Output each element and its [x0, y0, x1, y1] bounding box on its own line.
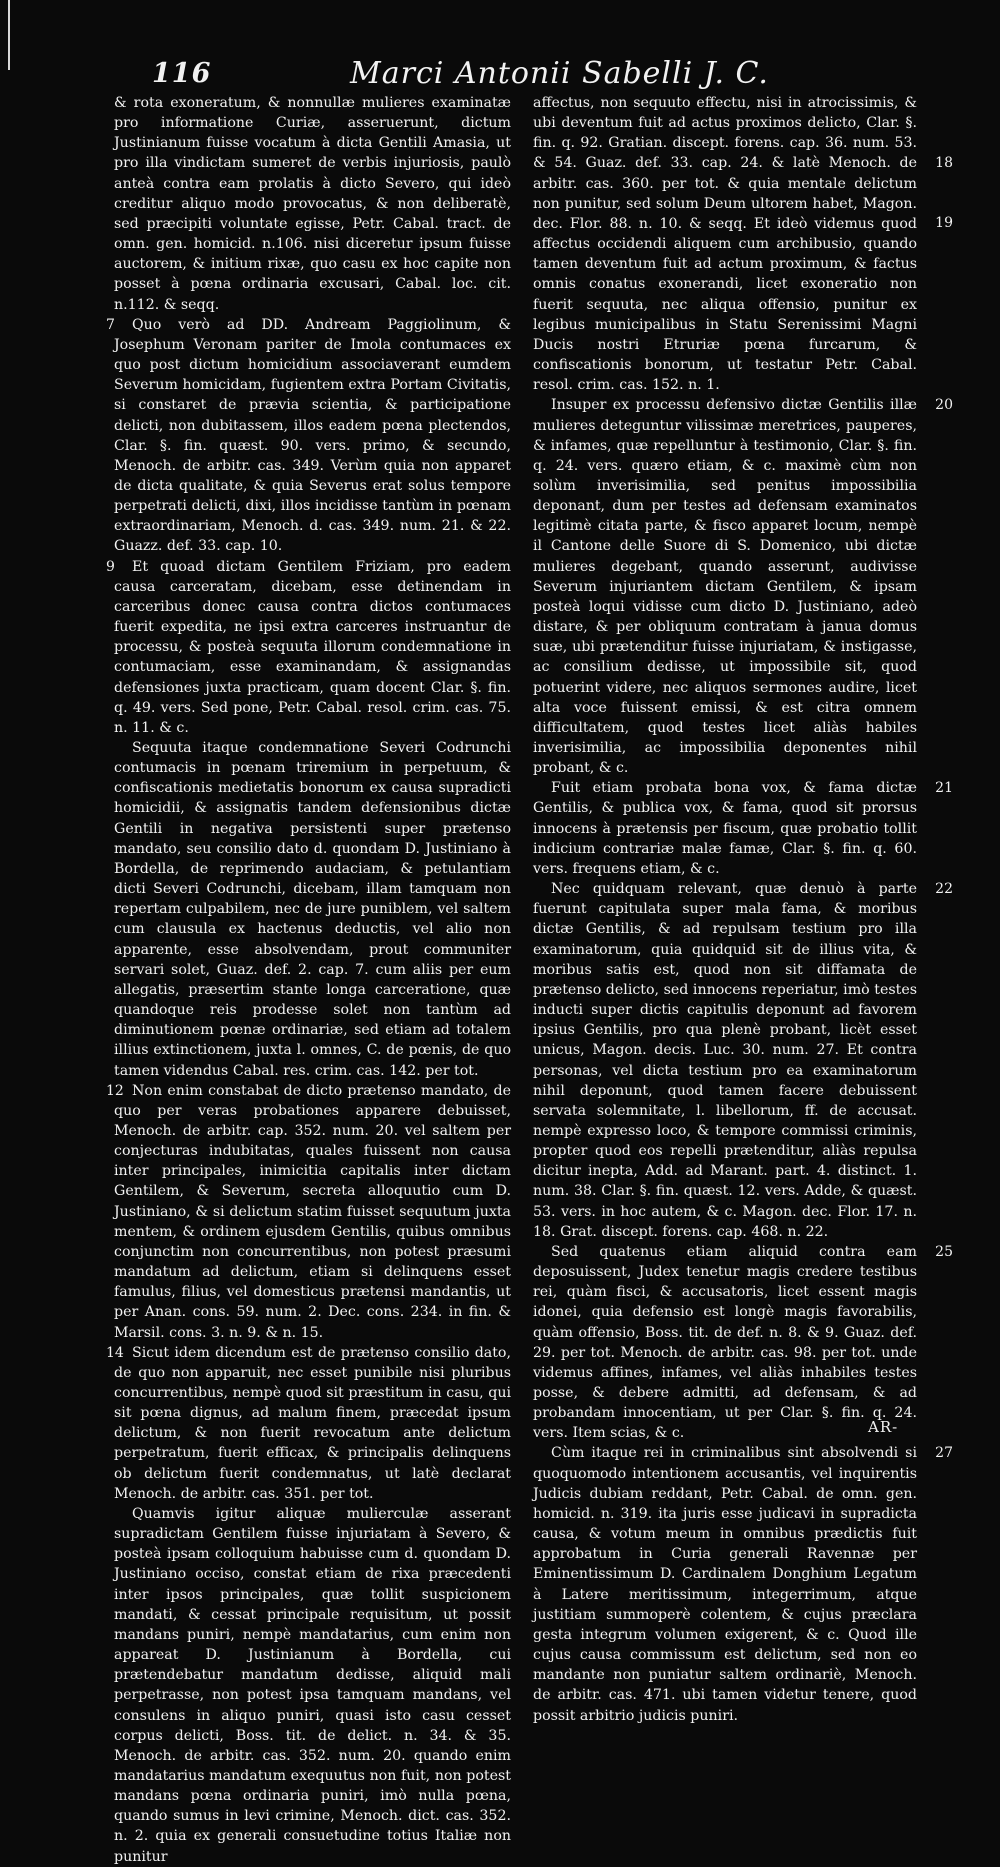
- marginal-number: 18: [935, 155, 953, 171]
- marginal-number: 22: [935, 881, 953, 898]
- paragraph: [106, 1081, 511, 1343]
- margin-rule: [8, 0, 10, 70]
- paragraph-text: Sicut idem dicendum est de prætenso consilio dato, de quo non apparuit, nec esset punibile nisi pluribus concurrentibus, nempè quod sit præstitum in casu, qui sit pœna dignus, ad malum finem, præcedat ipsum delictum, & non fuerit revocatum ante delictum perpetratum, fuerit efficax, & principalis delinquens ob delictum fuerit condemnatus, ut latè declarat Menoch. de arbitr. cas. 351. per tot.: [114, 1344, 511, 1502]
- marginal-number: 14: [106, 1344, 124, 1361]
- marginal-number: 12: [106, 1082, 124, 1099]
- paragraph: [533, 778, 953, 879]
- paragraph-text: Et quoad dictam Gentilem Friziam, pro eadem causa carceratam, dicebam, esse detinendam in carceribus donec causa contra dictos contumaces fuerit expedita, ne ipsi extra carceres instruantur de processu, & posteà sequuta illorum condemnatione in contumaciam, esse examinandam, & assignandas defensiones juxta practicam, quam docent Clar. §. fin. q. 49. vers. Sed pone, Petr. Cabal. resol. crim. cas. 75. n. 11. & c.: [114, 558, 511, 736]
- paragraph: [533, 1443, 953, 1725]
- marginal-number: 19: [935, 215, 953, 231]
- paragraph-text: Quo verò ad DD. Andream Paggiolinum, & Josephum Veronam pariter de Imola contumaces ex quo post dictum homicidium associaverant eumdem Severum homicidam, fugientem extra Portam Civitatis, si constaret de prævia scientia, & participatione delicti, non dubitassem, illos eadem pœna plectendos, Clar. §. fin. quæst. 90. vers. primo, & secundo, Menoch. de arbitr. cas. 349. Verùm quia non apparet de dicta qualitate, & quia Severus erat solus tempore perpetrati delicti, dixi, illos incidisse tantùm in pœnam extraordinariam, Menoch. d. cas. 349. num. 21. & 22. Guazz. def. 33. cap. 10.: [114, 316, 511, 555]
- right-column: [533, 93, 953, 1726]
- paragraph-text: Insuper ex processu defensivo dictæ Gentilis illæ mulieres deteguntur vilissimæ meretrices, pauperes, & infames, quæ repelluntur à testimonio, Clar. §. fin. q. 24. vers. quæro etiam, & c. maximè cùm non solùm inverisimilia, sed penitus impossibilia deponant, dum per testes ad defensam examinatos legitimè citata parte, & fisco apparet locum, nempè il Cantone delle Suore di S. Domenico, ubi dictæ mulieres degebant, quando asserunt, audivisse Severum injuriantem dictam Gentilem, & ipsam posteà loqui vidisse cum dicto D. Justiniano, adeò distare, & per obliquum contratam à janua domus suæ, ubi prætenditur fuisse injuriatam, & instigasse, ac consilium dedisse, ut impossibile sit, quod potuerint videre, nec aliquos sermones audire, licet alta voce fuissent emissi, & est citra omnem difficultatem, quod testes licet aliàs habiles inverisimilia, ac impossibilia deponentes nihil probant, & c.: [533, 397, 917, 777]
- paragraph: [533, 879, 953, 1242]
- paragraph-text: & rota exoneratum, & nonnullæ mulieres examinatæ pro informatione Curiæ, asseruerunt, dictum Justinianum fuisse vocatum à dicta Gentili Amasia, ut pro illa vindictam sumeret de verbis injuriosis, paulò anteà contra eam prolatis à dicto Severo, qui ideò creditur aliquo modo provocatus, & non deliberatè, sed præcipiti voluntate egisse, Petr. Cabal. tract. de omn. gen. homicid. n.106. nisi diceretur ipsum fuisse auctorem, & initium rixæ, quo casu ex hoc capite non posset à pœna ordinaria excusari, Cabal. loc. cit. n.112. & seqq.: [114, 95, 511, 313]
- marginal-number: 21: [935, 780, 953, 797]
- marginal-number: 9: [106, 558, 115, 575]
- running-head: Marci Antonii Sabelli J. C.: [350, 56, 769, 91]
- paragraph-text: Non enim constabat de dicto prætenso mandato, de quo per veras probationes apparere debuisset, Menoch. de arbitr. cap. 352. num. 20. vel saltem per conjecturas indubitatas, quales fuissent non causa inter principales, inimicitia capitalis inter dictam Gentilem, & Severum, secreta alloquutio cum D. Justiniano, & si delictum statim fuisset sequutum juxta mentem, & ordinem ejusdem Gentilis, quibus omnibus conjunctim non concurrentibus, non potest præsumi mandatum ad delictum, etiam si delinquens esset famulus, filius, vel domesticus prætensi mandantis, ut per Anan. cons. 59. num. 2. Dec. cons. 234. in fin. & Marsil. cons. 3. n. 9. & n. 15.: [114, 1082, 511, 1341]
- marginal-number: 25: [935, 1243, 953, 1260]
- page-number: 116: [152, 58, 212, 89]
- marginal-number: 27: [935, 1445, 953, 1462]
- catchword: AR-: [868, 1418, 899, 1436]
- paragraph-text: Quamvis igitur aliquæ mulierculæ asserant supradictam Gentilem fuisse injuriatam à Severo, & posteà ipsam colloquium habuisse cum d. quondam D. Justiniano occiso, constat etiam de rixa præcedenti inter ipsos principales, quæ tollit suspicionem mandati, & cessat principale requisitum, ut possit mandans puniri, nempè mandatarius, cum enim non appareat D. Justinianum à Bordella, cui prætendebatur mandatum dedisse, aliquid mali perpetrasse, non potest ipsa tamquam mandans, vel consulens in aliquo puniri, quasi isto casu cesset corpus delicti, Boss. tit. de delict. n. 34. & 35. Menoch. de arbitr. cas. 352. num. 20. quando enim mandatarius mandatum exequutus non fuit, non potest mandans pœna ordinaria puniri, imò nulla pœna, quando sumus in levi crimine, Menoch. dict. cas. 352. n. 2. quia ex generali consuetudine totius Italiæ non punitur: [114, 1505, 511, 1865]
- paragraph-text: Cùm itaque rei in criminalibus sint absolvendi si quoquomodo intentionem accusantis, vel inquirentis Judicis dubiam reddant, Petr. Cabal. de omn. gen. homicid. n. 319. ita juris esse judicavi in supradicta causa, & votum meum in omnibus prædictis fuit approbatum in Curia generali Ravennæ per Eminentissimum D. Cardinalem Donghium Legatum à Latere meritissimum, integerrimum, atque justitiam summoperè colentem, & cujus præclara gesta integrum volumen exigerent, & c. Quod ille cujus causa commissum est delictum, sed non eo mandante non puniatur saltem ordinariè, Menoch. de arbitr. cas. 471. ubi tamen videtur tenere, quod possit arbitrio judicis puniri.: [533, 1445, 917, 1724]
- marginal-number: 20: [935, 397, 953, 414]
- paragraph: [533, 1242, 953, 1444]
- paragraph: [106, 557, 511, 738]
- paragraph: [106, 1343, 511, 1504]
- paragraph-text: affectus, non sequuto effectu, nisi in atrocissimis, & ubi deventum fuit ad actus proximos delicto, Clar. §. fin. q. 92. Gratian. discept. forens. cap. 36. num. 53. & 54. Guaz. def. 33. cap. 24. & latè Menoch. de arbitr. cas. 360. per tot. & quia mentale delictum non punitur, sed solum Deum ultorem habet, Magon. dec. Flor. 88. n. 10. & seqq. Et ideò videmus quod affectus occidendi aliquem cum archibusio, quando tamen deventum fuit ad actum proximum, & factus omnis conatus exonerandi, licet exoneratio non fuerit sequuta, nec aliqua offensio, punitur ex legibus municipalibus in Statu Serenissimi Magni Ducis nostri Etruriæ pœna furcarum, & confiscationis bonorum, ut testatur Petr. Cabal. resol. crim. cas. 152. n. 1.: [533, 95, 917, 394]
- paragraph: [533, 93, 953, 395]
- paragraph: [114, 1504, 511, 1867]
- paragraph: [106, 315, 511, 557]
- paragraph-text: Sequuta itaque condemnatione Severi Codrunchi contumacis in pœnam triremium in perpetuum, & confiscationis medietatis bonorum ex causa supradicti homicidii, & assignatis tandem defensionibus dictæ Gentili in negativa persistenti super prætenso mandato, seu consilio dato d. quondam D. Justiniano à Bordella, de reprimendo audaciam, & petulantiam dicti Severi Codrunchi, dicebam, illam tamquam non repertam culpabilem, nec de jure puniblem, vel saltem cum clausula ex hactenus deductis, vel alio non apparente, esse absolvendam, prout communiter servari solet, Guaz. def. 2. cap. 7. cum aliis per eum allegatis, præsertim stante longa carceratione, quæ quandoque reis prodesse solet non tantùm ad diminutionem pœnæ ordinariæ, sed etiam ad totalem illius extinctionem, juxta l. omnes, C. de pœnis, de quo tamen videndus Cabal. res. crim. cas. 142. per tot.: [114, 740, 511, 1079]
- paragraph-text: Sed quatenus etiam aliquid contra eam deposuissent, Judex tenetur magis credere testibus rei, quàm fisci, & accusatoris, licet essent magis idonei, quia defensio est longè magis favorabilis, quàm offensio, Boss. tit. de def. n. 8. & 9. Guaz. def. 29. per tot. Menoch. de arbitr. cas. 98. per tot. unde videmus affines, infames, vel aliàs inhabiles testes posse, & debere admitti, ad defensam, & ad probandam innocentiam, ut per Clar. §. fin. q. 24. vers. Item scias, & c.: [533, 1243, 917, 1442]
- paragraph-text: Nec quidquam relevant, quæ denuò à parte fuerunt capitulata super mala fama, & moribus dictæ Gentilis, & ad repulsam testium pro illa examinatorum, quia quidquid sit de illius vita, & moribus satis est, quod non sit diffamata de prætenso delicto, sed innocens reperiatur, imò testes inducti super dictis capitulis deponunt ad favorem ipsius Gentilis, pro qua plenè probant, licèt esset unicus, Magon. decis. Luc. 30. num. 27. Et contra personas, vel dicta testium pro ea examinatorum nihil deponunt, quod tamen facere debuissent servata solemnitate, l. libellorum, ff. de accusat. nempè expresso loco, & tempore commissi criminis, propter quod eos repelli prætenditur, aliàs repulsa dicitur inepta, Add. ad Marant. part. 4. distinct. 1. num. 38. Clar. §. fin. quæst. 12. vers. Adde, & quæst. 53. vers. in hoc autem, & c. Magon. dec. Flor. 17. n. 18. Grat. discept. forens. cap. 468. n. 22.: [533, 881, 917, 1240]
- paragraph: [114, 93, 511, 315]
- paragraph: [533, 395, 953, 778]
- marginal-number: 7: [106, 316, 115, 333]
- paragraph-text: Fuit etiam probata bona vox, & fama dictæ Gentilis, & publica vox, & fama, quod sit prorsus innocens à prætensis per fiscum, quæ probatio tollit indicium contrariæ malæ famæ, Clar. §. fin. q. 60. vers. frequens etiam, & c.: [533, 780, 917, 877]
- left-column: [106, 93, 511, 1867]
- paragraph: [114, 738, 511, 1081]
